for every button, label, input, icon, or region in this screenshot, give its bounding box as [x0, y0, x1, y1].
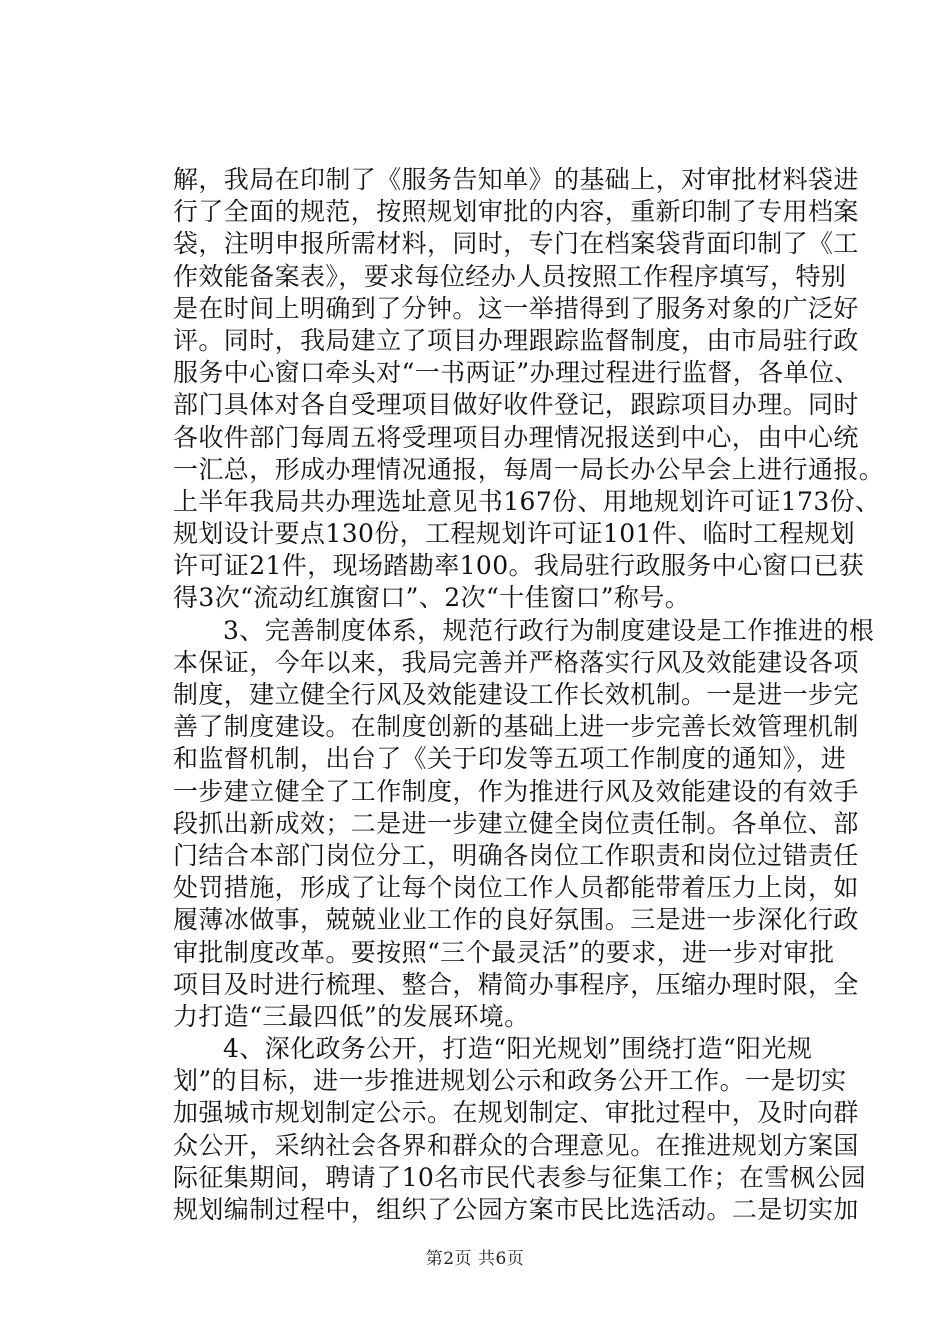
text-line: 和监督机制，出台了《关于印发等五项工作制度的通知》，进	[173, 744, 847, 774]
text-line: 得3次“流动红旗窗口”、2次“十佳窗口”称号。	[173, 583, 691, 613]
text-line: 一汇总，形成办理情况通报，每周一局长办公早会上进行通报。	[173, 454, 885, 484]
text-line: 本保证，今年以来，我局完善并严格落实行风及效能建设各项	[173, 647, 859, 677]
text-line: 评。同时，我局建立了项目办理跟踪监督制度，由市局驻行政	[173, 325, 859, 355]
text-line: 项目及时进行梳理、整合，精简办事程序，压缩办理时限，全	[173, 969, 859, 999]
text-line: 善了制度建设。在制度创新的基础上进一步完善长效管理机制	[173, 712, 859, 742]
text-line: 服务中心窗口牵头对“一书两证”办理过程进行监督，各单位、	[173, 358, 860, 388]
page-footer: 第2页 共6页	[425, 1249, 525, 1269]
text-line: 制度，建立健全行风及效能建设工作长效机制。一是进一步完	[173, 680, 859, 709]
text-line: 履薄冰做事，兢兢业业工作的良好氛围。三是进一步深化行政	[173, 905, 859, 935]
text-line: 3、完善制度体系，规范行政行为制度建设是工作推进的根	[223, 615, 875, 645]
text-line: 作效能备案表》，要求每位经办人员按照工作程序填写，特别	[173, 261, 847, 291]
paragraph-p3	[173, 1033, 867, 1226]
text-line: 许可证21件，现场踏勘率100。我局驻行政服务中心窗口已获	[173, 551, 865, 581]
text-line: 处罚措施，形成了让每个岗位工作人员都能带着压力上岗，如	[173, 873, 859, 903]
text-line: 上半年我局共办理选址意见书167份、用地规划许可证173份、	[173, 486, 881, 516]
text-line: 部门具体对各自受理项目做好收件登记，跟踪项目办理。同时	[173, 390, 859, 420]
text-line: 是在时间上明确到了分钟。这一举措得到了服务对象的广泛好	[173, 293, 859, 323]
text-line: 规划设计要点130份，工程规划许可证101件、临时工程规划	[173, 519, 856, 549]
body-text	[173, 164, 885, 1226]
paragraph-p1	[173, 164, 885, 615]
text-line: 际征集期间，聘请了10名市民代表参与征集工作；在雪枫公园	[173, 1162, 867, 1192]
text-line: 袋，注明申报所需材料，同时，专门在档案袋背面印制了《工	[173, 229, 859, 259]
text-line: 行了全面的规范，按照规划审批的内容，重新印制了专用档案	[173, 197, 859, 227]
text-line: 一步建立健全了工作制度，作为推进行风及效能建设的有效手	[173, 776, 859, 806]
text-line: 各收件部门每周五将受理项目办理情况报送到中心，由中心统	[173, 422, 859, 452]
text-line: 解，我局在印制了《服务告知单》的基础上，对审批材料袋进	[173, 165, 859, 194]
text-line: 规划编制过程中，组织了公园方案市民比选活动。二是切实加	[173, 1195, 859, 1224]
text-line: 力打造“三最四低”的发展环境。	[173, 1001, 530, 1031]
text-line: 众公开，采纳社会各界和群众的合理意见。在推进规划方案国	[173, 1130, 859, 1160]
text-line: 门结合本部门岗位分工，明确各岗位工作职责和岗位过错责任	[173, 840, 859, 870]
text-line: 加强城市规划制定公示。在规划制定、审批过程中，及时向群	[173, 1098, 859, 1128]
text-line: 段抓出新成效；二是进一步建立健全岗位责任制。各单位、部	[173, 808, 859, 838]
paragraph-p2	[173, 615, 875, 1033]
text-line: 划”的目标，进一步推进规划公示和政务公开工作。一是切实	[173, 1066, 847, 1096]
text-line: 审批制度改革。要按照“三个最灵活”的要求，进一步对审批	[173, 937, 835, 967]
text-line: 4、深化政务公开，打造“阳光规划”围绕打造“阳光规	[223, 1034, 813, 1064]
